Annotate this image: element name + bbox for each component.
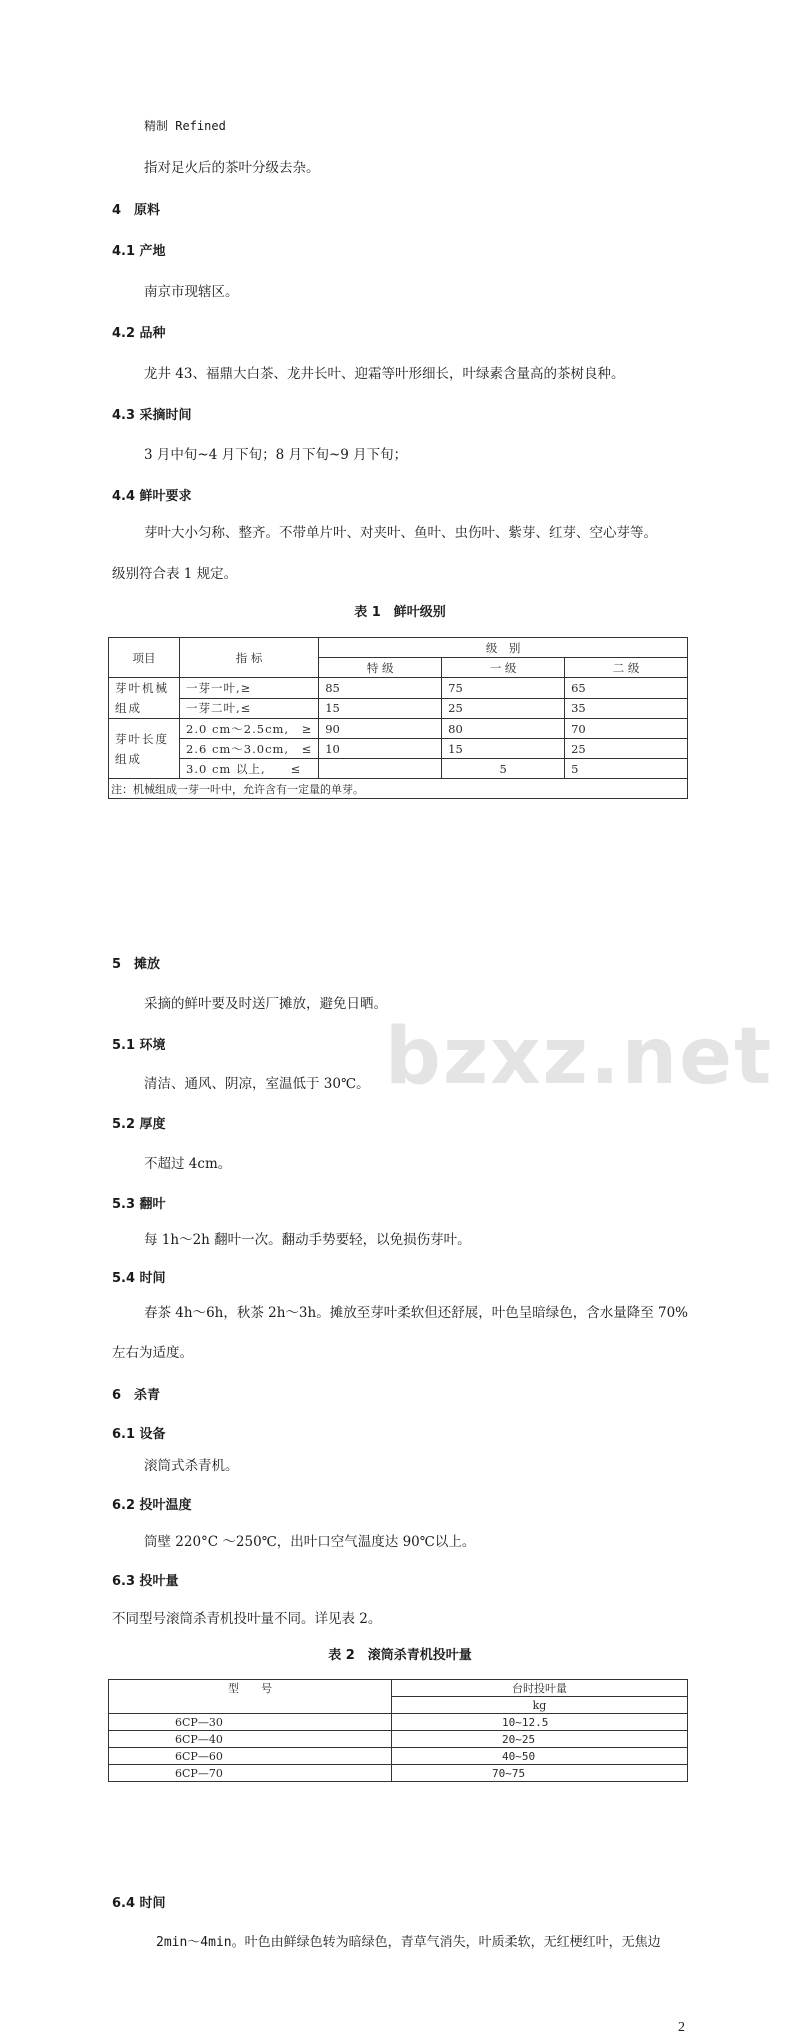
section-5-heading: 5 摊放: [112, 957, 161, 972]
section-6-1-heading: 6.1 设备: [112, 1427, 166, 1442]
section-5-4-heading: 5.4 时间: [112, 1271, 166, 1286]
table-cell: 65: [565, 678, 688, 699]
table-cell: 70: [565, 719, 688, 739]
section-6-heading: 6 杀青: [112, 1388, 161, 1403]
table-1-header-index: 指 标: [180, 638, 319, 678]
section-4-1-heading: 4.1 产地: [112, 244, 166, 259]
table-cell: 10: [319, 739, 442, 759]
table-row: [109, 1748, 688, 1765]
table-row: [109, 698, 688, 719]
table-cell: 75: [442, 678, 565, 699]
section-6-2-text: 筒壁 220°C ～250℃，出叶口空气温度达 90℃以上。: [144, 1534, 476, 1550]
section-5-4-text-2: 左右为适度。: [112, 1345, 193, 1361]
table-1-index: 一芽一叶,≥: [180, 678, 319, 699]
table-row: [109, 678, 688, 699]
section-4-4-heading: 4.4 鲜叶要求: [112, 489, 192, 504]
section-5-2-heading: 5.2 厚度: [112, 1117, 166, 1132]
table-1-grade-premium: 特 级: [319, 658, 442, 678]
table-1-index: 2.6 cm～3.0cm, ≤: [180, 739, 319, 759]
section-5-1-text: 清洁、通风、阴凉，室温低于 30℃。: [144, 1076, 370, 1092]
table-cell: 5: [565, 759, 688, 779]
table-2-qty: 70~75: [392, 1765, 688, 1782]
standard-code-header: [0, 60, 688, 76]
table-2-model: 6CP—30: [109, 1714, 392, 1731]
table-2-model: 6CP—70: [109, 1765, 392, 1782]
section-4-1-text: 南京市现辖区。: [144, 284, 239, 300]
table-1-group-length: 芽叶长度组成: [109, 719, 180, 779]
table-2-qty: 20~25: [392, 1731, 688, 1748]
table-1-header-grade: 级 别: [319, 638, 688, 658]
table-row: [109, 1714, 688, 1731]
table-row: [109, 719, 688, 739]
table-1-index: 2.0 cm～2.5cm, ≥: [180, 719, 319, 739]
table-cell: 85: [319, 678, 442, 699]
table-cell: 15: [319, 698, 442, 719]
table-cell: 25: [442, 698, 565, 719]
table-1-grade-first: 一 级: [442, 658, 565, 678]
section-6-3-heading: 6.3 投叶量: [112, 1574, 179, 1589]
section-4-2-heading: 4.2 品种: [112, 326, 166, 341]
section-4-4-text-2: 级别符合表 1 规定。: [112, 566, 238, 582]
term-refined: [144, 117, 800, 134]
section-4-heading: 4 原料: [112, 203, 161, 218]
section-5-1-heading: 5.1 环境: [112, 1038, 166, 1053]
section-5-3-text: 每 1h～2h 翻叶一次。翻动手势要轻，以免损伤芽叶。: [144, 1232, 471, 1248]
table-cell: 25: [565, 739, 688, 759]
section-4-3-heading: 4.3 采摘时间: [112, 408, 192, 423]
table-cell: 15: [442, 739, 565, 759]
section-4-3-text: 3 月中旬~4 月下旬；8 月下旬~9 月下旬；: [144, 447, 408, 463]
section-5-text: 采摘的鲜叶要及时送厂摊放，避免日晒。: [144, 996, 387, 1012]
table-2-qty: 40~50: [392, 1748, 688, 1765]
term-refined-definition: 指对足火后的茶叶分级去杂。: [144, 160, 320, 176]
table-1-index: 一芽二叶,≤: [180, 698, 319, 719]
section-5-3-heading: 5.3 翻叶: [112, 1197, 166, 1212]
table-2: [108, 1679, 688, 1782]
table-2-qty: 10~12.5: [392, 1714, 688, 1731]
section-4-2-text: 龙井 43、福鼎大白茶、龙井长叶、迎霜等叶形细长，叶绿素含量高的茶树良种。: [144, 366, 625, 382]
section-6-2-heading: 6.2 投叶温度: [112, 1498, 192, 1513]
section-5-4-text-1: 春茶 4h～6h，秋茶 2h～3h。摊放至芽叶柔软但还舒展，叶色呈暗绿色，含水量降至 70%: [144, 1305, 689, 1321]
section-6-4-heading: 6.4 时间: [112, 1896, 166, 1911]
table-1-grade-second: 二 级: [565, 658, 688, 678]
table-cell: 90: [319, 719, 442, 739]
table-row: [109, 1765, 688, 1782]
table-cell: 5: [442, 759, 565, 779]
table-cell: 35: [565, 698, 688, 719]
table-2-header-unit: kg: [392, 1697, 688, 1714]
table-row: [109, 739, 688, 759]
table-1-group-mechanical: 芽叶机械组成: [109, 678, 180, 719]
table-2-model: 6CP—60: [109, 1748, 392, 1765]
table-1-header-item: 项目: [109, 638, 180, 678]
table-2-header-model: 型 号: [109, 1680, 392, 1714]
table-1: [108, 637, 688, 799]
section-5-2-text: 不超过 4cm。: [144, 1156, 232, 1172]
table-cell: [319, 759, 442, 779]
table-1-caption: 表 1 鲜叶级别: [354, 605, 446, 620]
term-refined-label: 精制 Refined: [144, 119, 226, 133]
table-row: [109, 759, 688, 779]
section-6-3-text: 不同型号滚筒杀青机投叶量不同。详见表 2。: [112, 1611, 382, 1627]
table-row: [109, 1731, 688, 1748]
table-2-header-qty: 台时投叶量: [392, 1680, 688, 1697]
section-4-4-text-1: 芽叶大小匀称、整齐。不带单片叶、对夹叶、鱼叶、虫伤叶、紫芽、红芽、空心芽等。: [144, 525, 657, 541]
section-6-4-text: 2min～4min。叶色由鲜绿色转为暗绿色，青草气消失，叶质柔软，无红梗红叶，无焦边: [156, 1935, 661, 1950]
table-cell: 80: [442, 719, 565, 739]
table-1-index: 3.0 cm 以上, ≤: [180, 759, 319, 779]
watermark: bzxz.net: [385, 1012, 774, 1102]
table-1-note: 注：机械组成一芽一叶中，允许含有一定量的单芽。: [109, 779, 688, 799]
table-2-caption: 表 2 滚筒杀青机投叶量: [328, 1648, 472, 1663]
page-number: 2: [678, 2020, 685, 2035]
section-6-1-text: 滚筒式杀青机。: [144, 1458, 239, 1474]
table-2-model: 6CP—40: [109, 1731, 392, 1748]
